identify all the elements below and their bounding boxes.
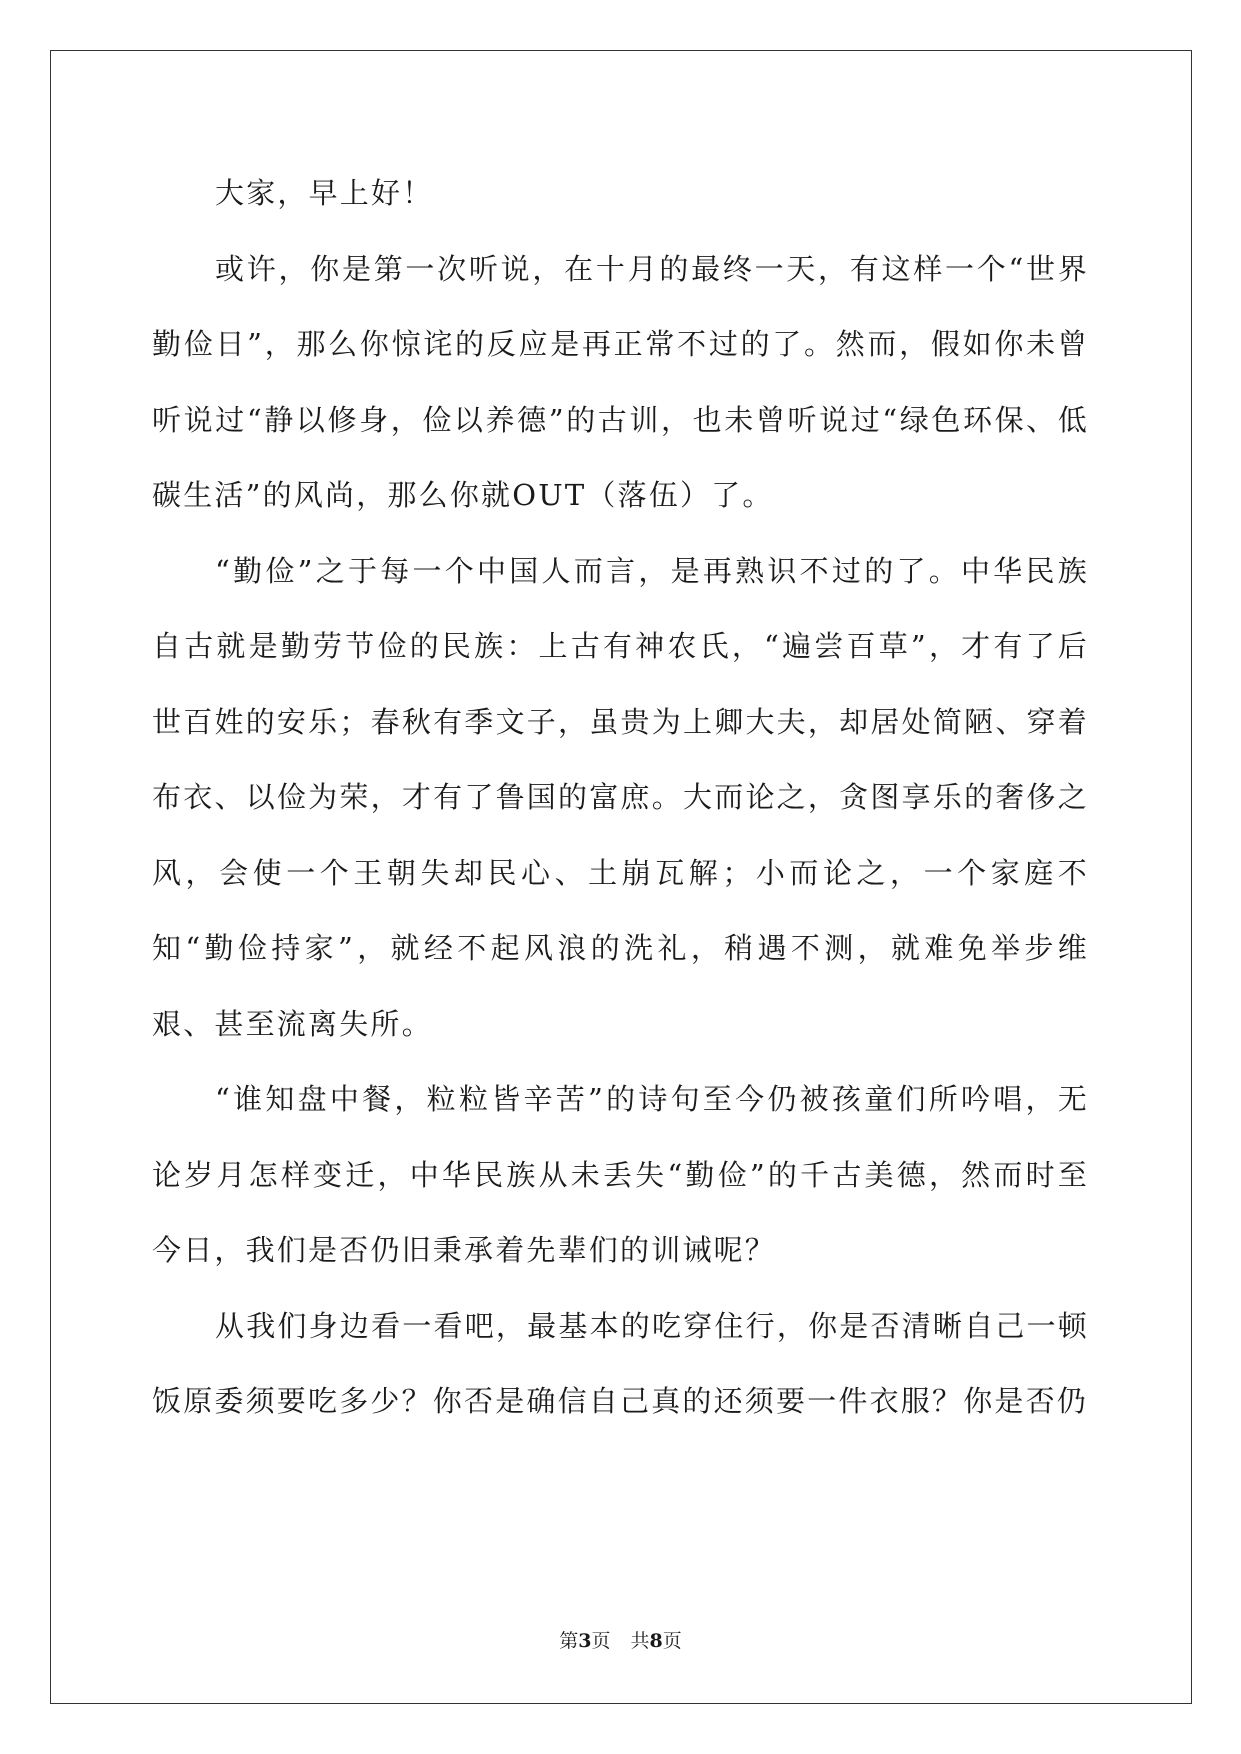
- document-body: [152, 156, 1089, 1440]
- paragraph-4: 从我们身边看一看吧，最基本的吃穿住行，你是否清晰自己一顿饭原委须要吃多少？你否是确信自己真的还须要一件衣服？你是否仍: [152, 1308, 1089, 1418]
- paragraph-greeting: 大家，早上好！: [215, 176, 434, 210]
- page-prefix: 第: [559, 1630, 579, 1652]
- total-pages: 8: [649, 1630, 663, 1652]
- page-suffix: 页: [591, 1630, 611, 1652]
- page-footer: [0, 1626, 1241, 1653]
- total-prefix: 共: [630, 1630, 650, 1652]
- page-number: 3: [578, 1630, 592, 1652]
- paragraph-3: “谁知盘中餐，粒粒皆辛苦”的诗句至今仍被孩童们所吟唱，无论岁月怎样变迁，中华民族从未丢失“勤俭”的千古美德，然而时至今日，我们是否仍旧秉承着先辈们的训诫呢？: [152, 1082, 1089, 1267]
- total-suffix: 页: [662, 1630, 682, 1652]
- paragraph-1: 或许，你是第一次听说，在十月的最终一天，有这样一个“世界勤俭日”，那么你惊诧的反应是再正常不过的了。然而，假如你未曾听说过“静以修身，俭以养德”的古训，也未曾听说过“绿色环保、低碳生活”的风尚，那么你就OUT（落伍）了。: [152, 251, 1089, 512]
- paragraph-2: “勤俭”之于每一个中国人而言，是再熟识不过的了。中华民族自古就是勤劳节俭的民族：上古有神农氏，“遍尝百草”，才有了后世百姓的安乐；春秋有季文子，虽贵为上卿大夫，却居处简陋、穿着布衣、以俭为荣，才有了鲁国的富庶。大而论之，贪图享乐的奢侈之风，会使一个王朝失却民心、土崩瓦解；小而论之，一个家庭不知“勤俭持家”，就经不起风浪的洗礼，稍遇不测，就难免举步维艰、甚至流离失所。: [152, 553, 1089, 1041]
